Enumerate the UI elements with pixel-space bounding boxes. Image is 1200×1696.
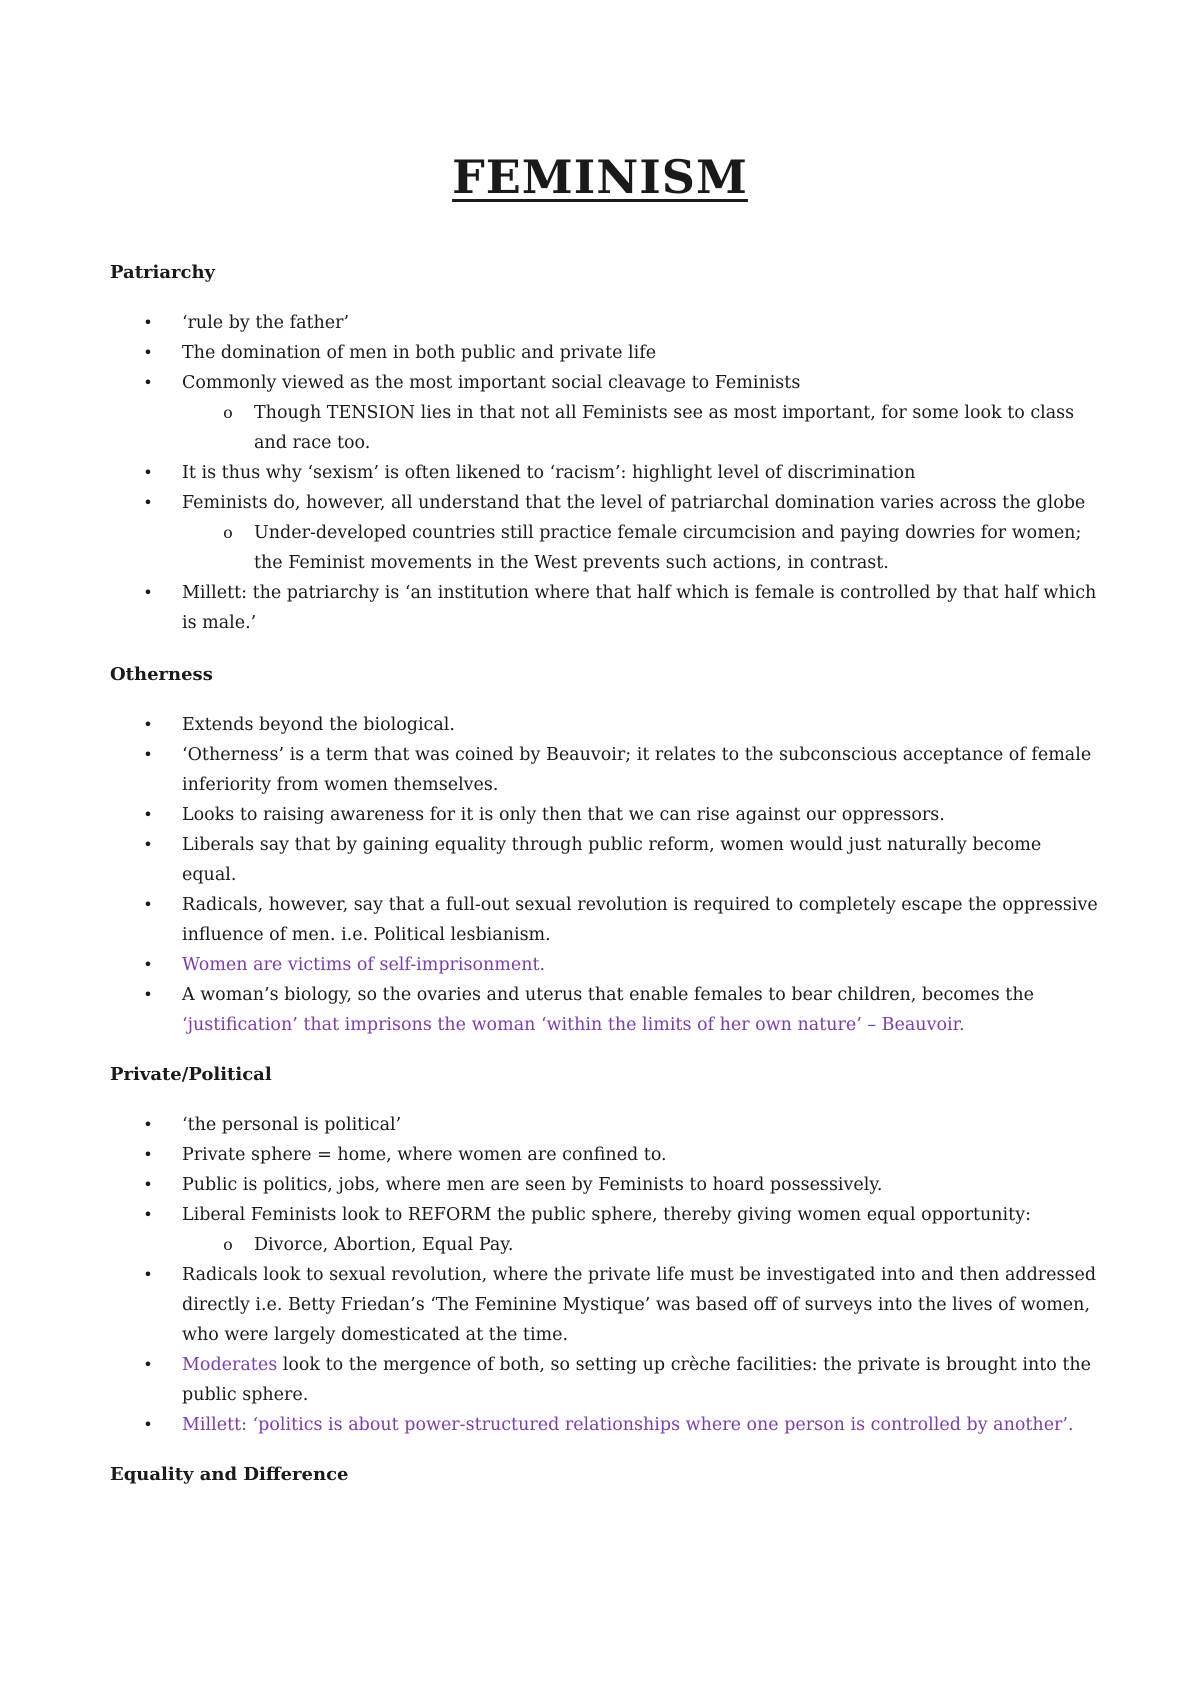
list-item <box>110 338 1100 368</box>
list-item-text: It is thus why ‘sexism’ is often likened to ‘racism’: highlight level of discrimination <box>182 463 916 483</box>
list-item-text: ‘rule by the father’ <box>182 313 350 333</box>
list-item-text: Under-developed countries still practice female circumcision and paying dowries for women; the Feminist movements in the West prevents such actions, in contrast. <box>254 523 1082 573</box>
list-item-text: Commonly viewed as the most important social cleavage to Feminists <box>182 373 801 393</box>
list-item <box>110 1260 1100 1350</box>
section-equality-and-difference <box>110 1460 1100 1490</box>
list-item-text: Millett: ‘politics is about power-structured relationships where one person is controlled by another’. <box>182 1415 1074 1435</box>
list-item-text-highlighted: Moderates <box>182 1355 278 1375</box>
section-heading: Equality and Difference <box>110 1464 349 1485</box>
section-patriarchy <box>110 258 1100 638</box>
bullet-icon: • <box>143 1415 153 1434</box>
bullet-icon: • <box>143 313 153 332</box>
list-item-text: Women are victims of self-imprisonment. <box>182 955 546 975</box>
sub-bullet-icon: o <box>223 403 233 422</box>
list-item-text: The domination of men in both public and private life <box>182 343 657 363</box>
list-item <box>110 1110 1100 1140</box>
bullet-icon: • <box>143 1265 153 1284</box>
bullet-icon: • <box>143 1115 153 1134</box>
list-item <box>110 458 1100 488</box>
bullet-icon: • <box>143 835 153 854</box>
list-item-text: Millett: the patriarchy is ‘an institution where that half which is female is controlled by that half which is male.’ <box>182 583 1097 633</box>
bullet-icon: • <box>143 463 153 482</box>
bullet-icon: • <box>143 373 153 392</box>
list-item <box>110 830 1100 890</box>
list-item-text: look to the mergence of both, so setting up crèche facilities: the private is brought into the public sphere. <box>182 1355 1092 1405</box>
section-heading: Private/Political <box>110 1064 272 1085</box>
list-item <box>110 1350 1100 1410</box>
list-item-text: Looks to raising awareness for it is only then that we can rise against our oppressors. <box>182 805 945 825</box>
sub-bullet-icon: o <box>223 1235 233 1254</box>
sub-bullet-icon: o <box>223 523 233 542</box>
section-heading: Patriarchy <box>110 262 216 283</box>
bullet-icon: • <box>143 1145 153 1164</box>
list-item <box>110 800 1100 830</box>
bullet-icon: • <box>143 1355 153 1374</box>
bullet-icon: • <box>143 343 153 362</box>
list-item-text: ‘the personal is political’ <box>182 1115 402 1135</box>
list-item <box>110 710 1100 740</box>
list-item <box>110 488 1100 518</box>
list-item <box>110 1200 1100 1230</box>
bullet-list <box>110 1110 1100 1440</box>
list-item-text: Though TENSION lies in that not all Feminists see as most important, for some look to class and race too. <box>254 403 1075 453</box>
sub-list-item <box>110 518 1100 578</box>
list-item <box>110 578 1100 638</box>
list-item <box>110 368 1100 398</box>
list-item-text: A woman’s biology, so the ovaries and uterus that enable females to bear children, becomes the <box>182 985 1034 1005</box>
list-item-text: Extends beyond the biological. <box>182 715 455 735</box>
document-title: FEMINISM <box>452 150 748 204</box>
list-item <box>110 1140 1100 1170</box>
list-item-text: Feminists do, however, all understand that the level of patriarchal domination varies across the globe <box>182 493 1086 513</box>
bullet-list <box>110 710 1100 1040</box>
bullet-icon: • <box>143 985 153 1004</box>
bullet-icon: • <box>143 715 153 734</box>
list-item <box>110 1170 1100 1200</box>
bullet-list <box>110 308 1100 638</box>
list-item-text-highlighted: ‘justification’ that imprisons the woman ‘within the limits of her own nature’ – Beauvoir. <box>182 1015 965 1035</box>
list-item-highlighted <box>110 1410 1100 1440</box>
bullet-icon: • <box>143 805 153 824</box>
list-item <box>110 980 1100 1040</box>
bullet-icon: • <box>143 745 153 764</box>
bullet-icon: • <box>143 955 153 974</box>
list-item-highlighted <box>110 950 1100 980</box>
bullet-icon: • <box>143 1205 153 1224</box>
list-item <box>110 740 1100 800</box>
list-item-text: Private sphere = home, where women are confined to. <box>182 1145 667 1165</box>
list-item <box>110 890 1100 950</box>
document-body <box>110 258 1100 1490</box>
section-otherness <box>110 660 1100 1040</box>
section-heading: Otherness <box>110 664 213 685</box>
bullet-icon: • <box>143 895 153 914</box>
list-item-text: ‘Otherness’ is a term that was coined by Beauvoir; it relates to the subconscious acceptance of female inferiority from women themselves. <box>182 745 1092 795</box>
bullet-icon: • <box>143 1175 153 1194</box>
list-item-text: Radicals, however, say that a full-out sexual revolution is required to completely escape the oppressive influence of men. i.e. Political lesbianism. <box>182 895 1098 945</box>
list-item-text: Public is politics, jobs, where men are seen by Feminists to hoard possessively. <box>182 1175 883 1195</box>
bullet-icon: • <box>143 583 153 602</box>
list-item-text: Liberals say that by gaining equality through public reform, women would just naturally become equal. <box>182 835 1042 885</box>
list-item <box>110 308 1100 338</box>
sub-list-item <box>110 398 1100 458</box>
list-item-text: Radicals look to sexual revolution, where the private life must be investigated into and then addressed directly i.e. Betty Friedan’s ‘The Feminine Mystique’ was based off of surveys into the lives of women, who were largely domesticated at the time. <box>182 1265 1097 1345</box>
list-item-text: Liberal Feminists look to REFORM the public sphere, thereby giving women equal opportunity: <box>182 1205 1031 1225</box>
sub-list-item <box>110 1230 1100 1260</box>
section-private-political <box>110 1060 1100 1440</box>
list-item-text: Divorce, Abortion, Equal Pay. <box>254 1235 514 1255</box>
bullet-icon: • <box>143 493 153 512</box>
